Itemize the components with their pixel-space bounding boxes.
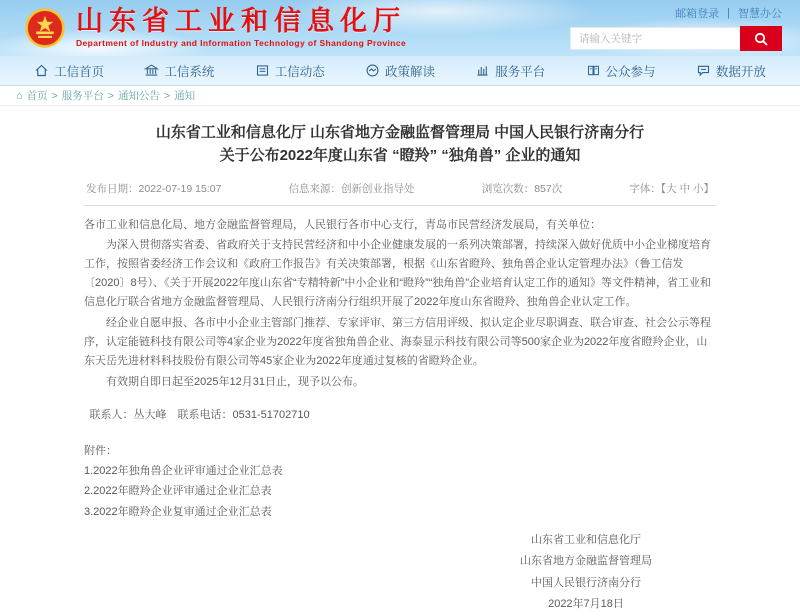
signature-org-1: 山东省工业和信息化厅: [531, 533, 641, 546]
nav-item-data[interactable]: 数据开放: [696, 62, 766, 80]
mail-login-link[interactable]: 邮箱登录: [675, 8, 720, 20]
paragraph: 为深入贯彻落实省委、省政府关于支持民营经济和中小企业健康发展的一系列决策部署，持续深入做好优质中小企业梯度培育工作，按照省委经济工作会议和《政府工作报告》有关决策部署，根据《山东省瞪羚、独角兽企业认定管理办法》（鲁工信发〔2020〕8号）、《关于开展2022年度山东省“专精特新”中小企业和“瞪羚”“独角兽”企业培育认定工作的通知》等文件精神，省工业和信息化厅联合省地方金融监督管理局、人民银行济南分行组织开展了2022年度山东省瞪羚、独角兽企业认定工作。: [84, 239, 712, 309]
salutation: 各市工业和信息化局、地方金融监督管理局，人民银行各市中心支行，青岛市民营经济发展局，有关单位：: [84, 218, 601, 231]
attachment-link-3[interactable]: 3.2022年瞪羚企业复审通过企业汇总表: [84, 505, 272, 518]
article-title-line1: 山东省工业和信息化厅 山东省地方金融监督管理局 中国人民银行济南分行: [155, 124, 645, 141]
search-bar: [570, 26, 782, 51]
attachment-link-2[interactable]: 2.2022年瞪羚企业评审通过企业汇总表: [84, 485, 272, 498]
search-input[interactable]: [570, 27, 740, 50]
signature-date: 2022年7月18日: [548, 598, 624, 611]
site-brand: [76, 8, 406, 48]
signature-block: [456, 530, 716, 616]
site-header: [0, 0, 800, 56]
font-size-options[interactable]: 【大 中 小】: [660, 182, 714, 195]
people-icon: [586, 63, 601, 78]
home-icon: [34, 63, 49, 78]
attachment-link-1[interactable]: 1.2022年独角兽企业评审通过企业汇总表: [84, 464, 283, 477]
nav-item-system[interactable]: 工信系统: [144, 62, 214, 80]
page-title: [84, 121, 716, 168]
breadcrumb-item-platform[interactable]: 服务平台: [61, 90, 104, 102]
nav-item-participation[interactable]: 公众参与: [586, 62, 656, 80]
link-separator: |: [727, 7, 730, 19]
chat-icon: [696, 63, 711, 78]
contact-line: 联系人：丛大峰 联系电话：0531-51702710: [89, 408, 310, 421]
site-subtitle: Department of Industry and Information Technology of Shandong Province: [76, 38, 407, 48]
platform-icon: [475, 63, 490, 78]
article-body: [84, 206, 716, 425]
view-count: 浏览次数：857次: [481, 182, 563, 195]
main-nav: [0, 56, 800, 86]
article-meta: [84, 181, 716, 206]
handshake-icon: [365, 63, 380, 78]
paragraph: 有效期自即日起至2025年12月31日止，现予以公布。: [106, 375, 364, 388]
breadcrumb: ⌂ 首页 > 服务平台 > 通知公告 > 通知: [0, 86, 800, 106]
site-title: 山东省工业和信息化厅: [76, 6, 406, 36]
news-icon: [255, 63, 270, 78]
breadcrumb-item-home[interactable]: 首页: [26, 90, 48, 102]
nav-item-platform[interactable]: 服务平台: [475, 62, 545, 80]
info-source: 信息来源：创新创业指导处: [288, 182, 415, 195]
publish-date: 发布日期：2022-07-19 15:07: [86, 182, 222, 195]
nav-item-policy[interactable]: 政策解读: [365, 62, 435, 80]
national-emblem-logo: [24, 7, 66, 49]
breadcrumb-item-notices[interactable]: 通知公告: [117, 90, 160, 102]
nav-item-news[interactable]: 工信动态: [255, 62, 325, 80]
signature-org-2: 山东省地方金融监督管理局: [520, 555, 652, 568]
search-icon: [753, 31, 769, 47]
attachments: [84, 441, 716, 522]
breadcrumb-item-notice[interactable]: 通知: [174, 90, 196, 102]
search-button[interactable]: [740, 26, 782, 51]
font-size-control: 字体：【大 中 小】: [629, 182, 714, 195]
paragraph: 经企业自愿申报、各市中小企业主管部门推荐、专家评审、第三方信用评级、拟认定企业尽职调查、联合审查、社会公示等程序，认定能链科技有限公司等4家企业为2022年度省独角兽企业、海泰显示科技有限公司等500家企业为2022年度省瞪羚企业，山东天岳先进材料科技股份有限公司等45家企业为2022年度通过复核的省瞪羚企业。: [84, 317, 711, 367]
nav-item-home[interactable]: 工信首页: [34, 62, 104, 80]
breadcrumb-home-icon: ⌂: [16, 89, 23, 102]
article-title-line2: 关于公布2022年度山东省 “瞪羚” “独角兽” 企业的通知: [219, 147, 581, 165]
bank-icon: [144, 63, 159, 78]
article-content: [84, 121, 716, 616]
attachments-label: 附件：: [84, 444, 117, 457]
signature-org-3: 中国人民银行济南分行: [531, 576, 641, 589]
smart-office-link[interactable]: 智慧办公: [738, 8, 782, 20]
